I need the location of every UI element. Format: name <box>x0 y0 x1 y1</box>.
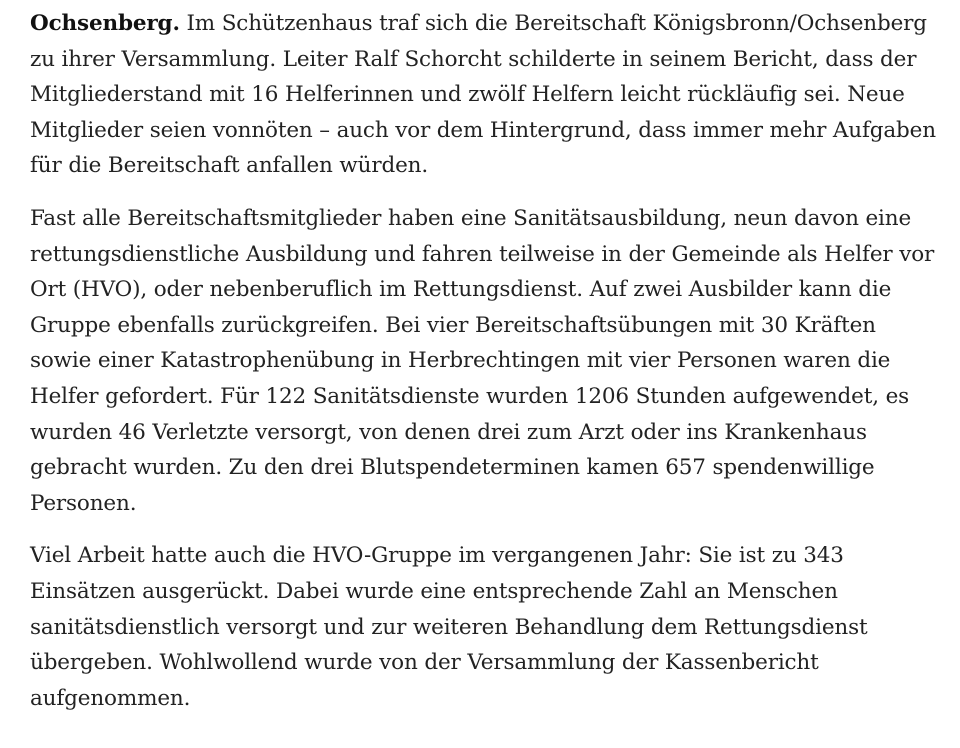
paragraph-1-text: Im Schützenhaus traf sich die Bereitschaft Königsbronn/Ochsenberg zu ihrer Versammlung. Leiter Ralf Schorcht schilderte in seinem Bericht, dass der Mitgliederstand mit 16 Helferinnen und zwölf Helfern leicht rückläufig sei. Neue Mitglieder seien vonnöten – auch vor dem Hintergrund, dass immer mehr Aufgaben für die Bereitschaft anfallen würden. <box>30 11 936 179</box>
paragraph-3: Viel Arbeit hatte auch die HVO-Gruppe im vergangenen Jahr: Sie ist zu 343 Einsätzen ausgerückt. Dabei wurde eine entsprechende Zahl an Menschen sanitätsdienstlich versorgt und zur weiteren Behandlung dem Rettungsdienst übergeben. Wohlwollend wurde von der Versammlung der Kassenbericht aufgenommen. <box>30 543 868 711</box>
paragraph-1 <box>30 6 940 184</box>
article-body <box>30 6 940 733</box>
paragraph-2: Fast alle Bereitschaftsmitglieder haben eine Sanitätsausbildung, neun davon eine rettungsdienstliche Ausbildung und fahren teilweise in der Gemeinde als Helfer vor Ort (HVO), oder nebenberuflich im Rettungsdienst. Auf zwei Ausbilder kann die Gruppe ebenfalls zurückgreifen. Bei vier Bereitschaftsübungen mit 30 Kräften sowie einer Katastrophenübung in Herbrechtingen mit vier Personen waren die Helfer gefordert. Für 122 Sanitätsdienste wurden 1206 Stunden aufgewendet, es wurden 46 Verletzte versorgt, von denen drei zum Arzt oder ins Krankenhaus gebracht wurden. Zu den drei Blutspendeterminen kamen 657 spendenwillige Personen. <box>30 205 935 516</box>
dateline: Ochsenberg. <box>30 11 180 36</box>
